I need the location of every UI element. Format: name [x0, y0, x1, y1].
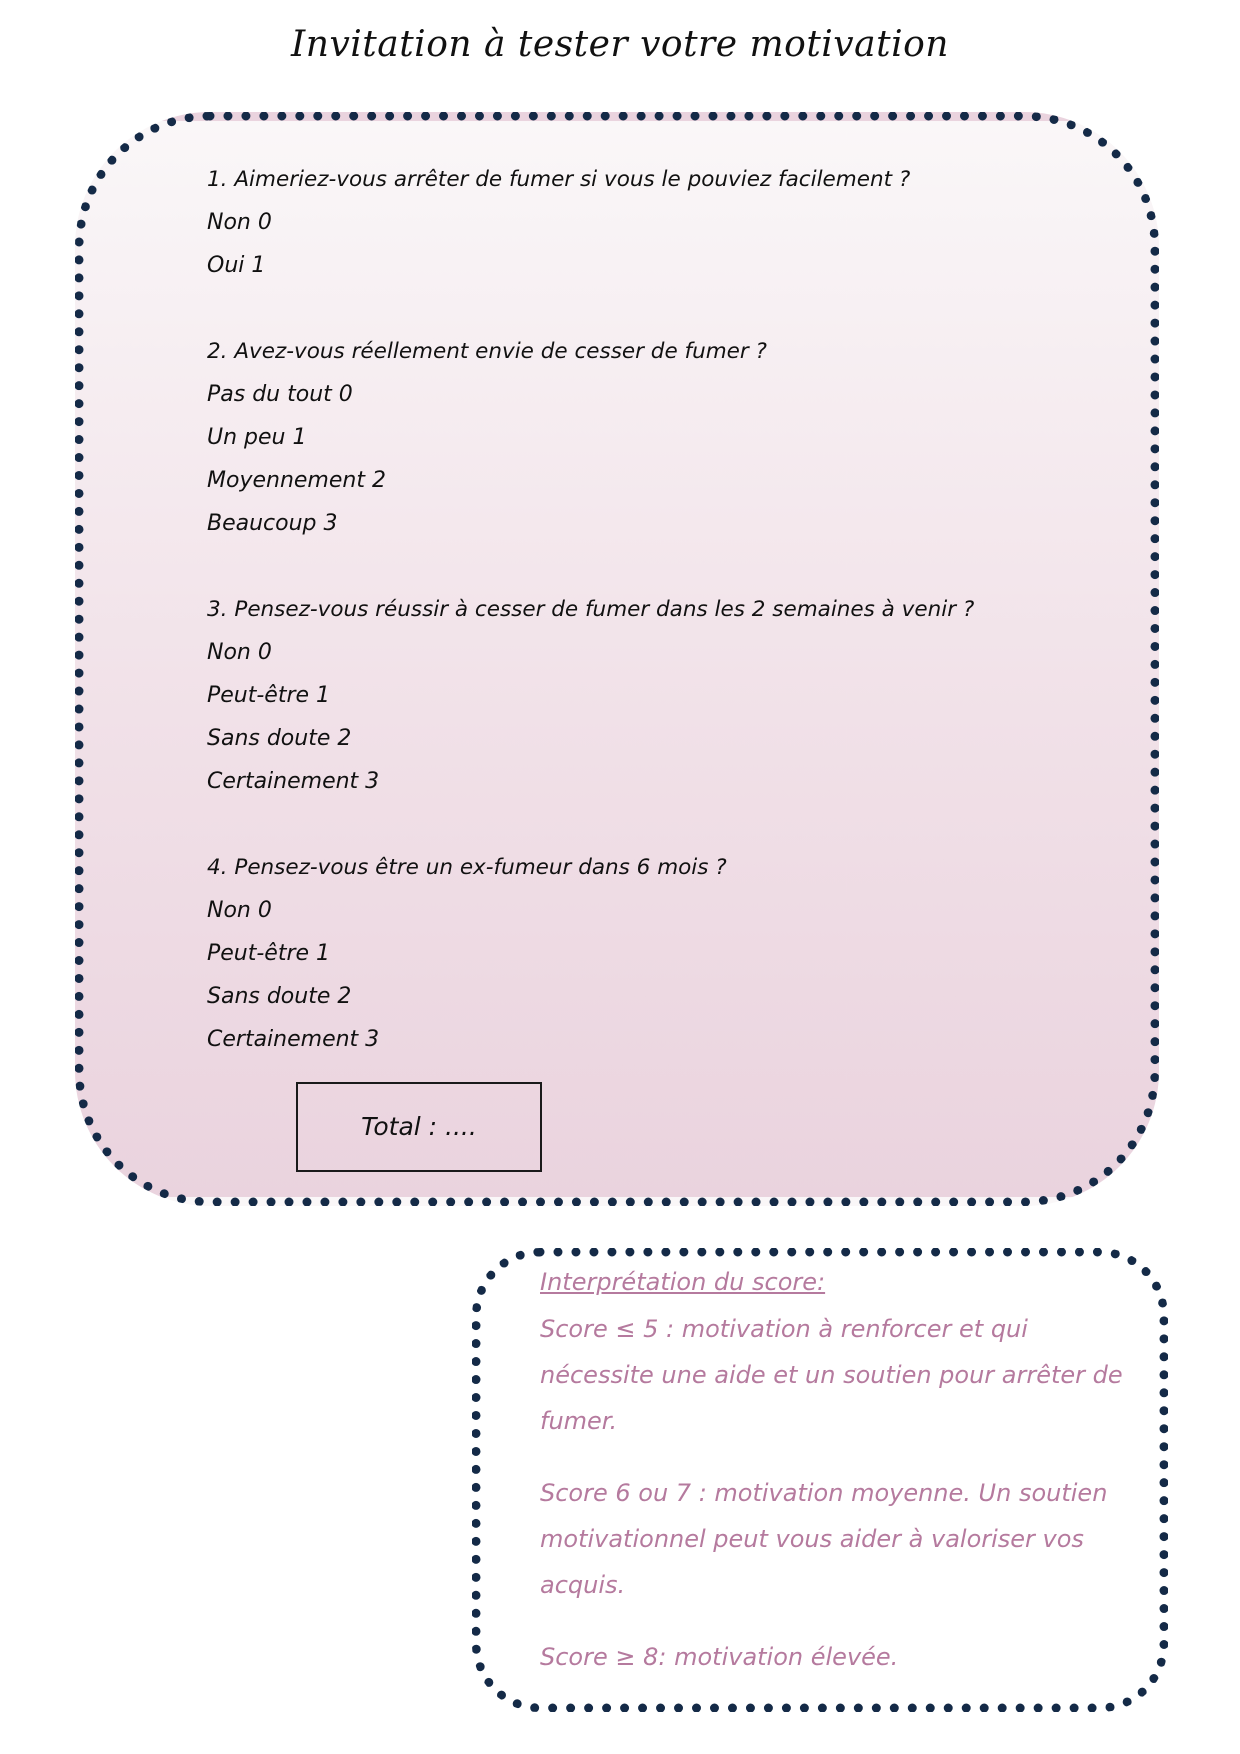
answer-option: Moyennement 2: [207, 468, 386, 493]
interpretation-content: [540, 1264, 1130, 1706]
total-score-box: Total : ....: [296, 1082, 542, 1172]
answer-option: Peut-être 1: [207, 941, 331, 966]
question-2: [207, 330, 1107, 545]
questionnaire: [207, 158, 1107, 1104]
question-text: 4. Pensez-vous être un ex-fumeur dans 6 mois ?: [207, 855, 727, 880]
answer-option: Certainement 3: [207, 769, 380, 794]
question-text: 1. Aimeriez-vous arrêter de fumer si vous le pouviez facilement ?: [207, 167, 911, 192]
question-text: 2. Avez-vous réellement envie de cesser de fumer ?: [207, 339, 767, 364]
question-3: [207, 588, 1107, 803]
answer-option: Beaucoup 3: [207, 511, 338, 536]
question-1: [207, 158, 1107, 287]
answer-option: Un peu 1: [207, 425, 307, 450]
interpretation-low-score: Score ≤ 5 : motivation à renforcer et qui nécessite une aide et un soutien pour arrêter de fumer.: [540, 1315, 1123, 1435]
answer-option: Pas du tout 0: [207, 382, 353, 407]
interpretation-medium-score: Score 6 ou 7 : motivation moyenne. Un soutien motivationnel peut vous aider à valoriser vos acquis.: [540, 1479, 1108, 1599]
answer-option: Sans doute 2: [207, 726, 352, 751]
answer-option: Non 0: [207, 898, 272, 923]
question-4: [207, 846, 1107, 1061]
interpretation-heading: Interprétation du score:: [540, 1268, 826, 1296]
answer-option: Non 0: [207, 640, 272, 665]
question-text: 3. Pensez-vous réussir à cesser de fumer dans les 2 semaines à venir ?: [207, 597, 975, 622]
answer-option: Certainement 3: [207, 1027, 380, 1052]
answer-option: Sans doute 2: [207, 984, 352, 1009]
interpretation-high-score: Score ≥ 8: motivation élevée.: [540, 1643, 899, 1671]
answer-option: Peut-être 1: [207, 683, 331, 708]
page-title: Invitation à tester votre motivation: [291, 24, 949, 65]
answer-option: Non 0: [207, 210, 272, 235]
answer-option: Oui 1: [207, 253, 266, 278]
